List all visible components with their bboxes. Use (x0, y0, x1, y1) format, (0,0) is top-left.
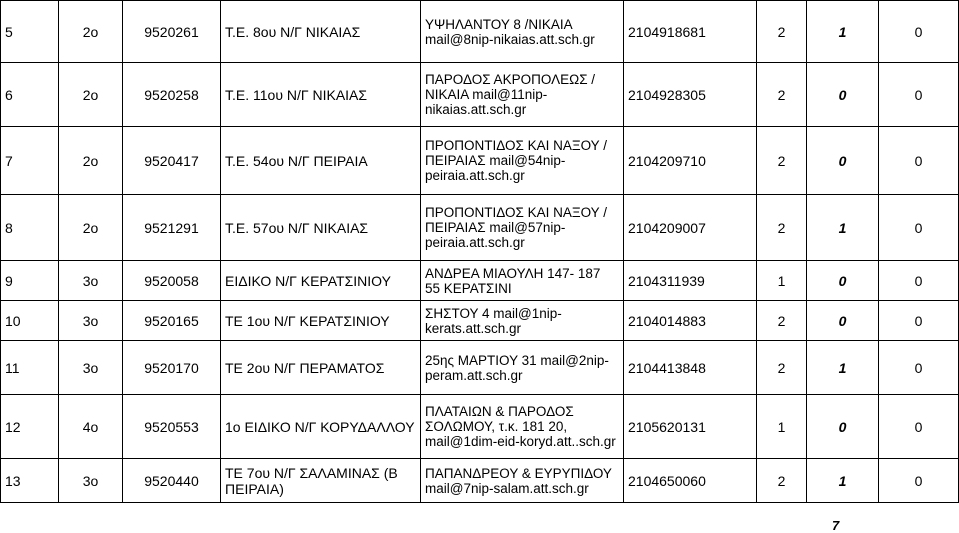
count-b: 0 (807, 261, 879, 301)
count-c: 0 (879, 195, 959, 261)
row-number: 5 (1, 1, 59, 63)
count-c: 0 (879, 341, 959, 395)
school-address: ΠΡΟΠΟΝΤΙΔΟΣ ΚΑΙ ΝΑΞΟΥ / ΠΕΙΡΑΙΑΣ mail@54nip-peiraia.att.sch.gr (421, 127, 624, 195)
grade-level: 2ο (59, 195, 123, 261)
count-b: 0 (807, 63, 879, 127)
count-b: 1 (807, 459, 879, 503)
count-a: 2 (757, 301, 807, 341)
school-code: 9520170 (123, 341, 221, 395)
row-number: 8 (1, 195, 59, 261)
phone-number: 2104014883 (624, 301, 757, 341)
phone-number: 2104918681 (624, 1, 757, 63)
table-row (1, 195, 959, 261)
school-code: 9520258 (123, 63, 221, 127)
count-a: 2 (757, 195, 807, 261)
count-a: 1 (757, 261, 807, 301)
school-code: 9520261 (123, 1, 221, 63)
phone-number: 2104650060 (624, 459, 757, 503)
school-address: ΠΡΟΠΟΝΤΙΔΟΣ ΚΑΙ ΝΑΞΟΥ / ΠΕΙΡΑΙΑΣ mail@57nip-peiraia.att.sch.gr (421, 195, 624, 261)
count-c: 0 (879, 459, 959, 503)
grade-level: 2ο (59, 63, 123, 127)
grade-level: 3ο (59, 459, 123, 503)
row-number: 13 (1, 459, 59, 503)
school-address: ΑΝΔΡΕΑ ΜΙΑΟΥΛΗ 147- 187 55 ΚΕΡΑΤΣΙΝΙ (421, 261, 624, 301)
grade-level: 2ο (59, 127, 123, 195)
school-address: ΣΗΣΤΟΥ 4 mail@1nip-kerats.att.sch.gr (421, 301, 624, 341)
page-number: 7 (832, 518, 840, 533)
count-b: 1 (807, 1, 879, 63)
school-code: 9520058 (123, 261, 221, 301)
grade-level: 4ο (59, 395, 123, 459)
school-address: ΥΨΗΛΑΝΤΟΥ 8 /ΝΙΚΑΙΑ mail@8nip-nikaias.att.sch.gr (421, 1, 624, 63)
phone-number: 2104209710 (624, 127, 757, 195)
table-row (1, 459, 959, 503)
school-name: ΤΕ 2ου Ν/Γ ΠΕΡΑΜΑΤΟΣ (221, 341, 421, 395)
row-number: 6 (1, 63, 59, 127)
row-number: 9 (1, 261, 59, 301)
school-code: 9520440 (123, 459, 221, 503)
row-number: 7 (1, 127, 59, 195)
count-b: 0 (807, 127, 879, 195)
count-c: 0 (879, 301, 959, 341)
count-a: 1 (757, 395, 807, 459)
school-name: Τ.Ε. 57ου Ν/Γ ΝΙΚΑΙΑΣ (221, 195, 421, 261)
count-c: 0 (879, 1, 959, 63)
school-name: Τ.Ε. 54ου Ν/Γ ΠΕΙΡΑΙΑ (221, 127, 421, 195)
school-name: ΤΕ 1ου Ν/Γ ΚΕΡΑΤΣΙΝΙΟΥ (221, 301, 421, 341)
school-name: Τ.Ε. 8ου Ν/Γ ΝΙΚΑΙΑΣ (221, 1, 421, 63)
table-row (1, 301, 959, 341)
school-code: 9521291 (123, 195, 221, 261)
grade-level: 3ο (59, 301, 123, 341)
school-address: 25ης ΜΑΡΤΙΟΥ 31 mail@2nip-peram.att.sch.gr (421, 341, 624, 395)
count-b: 0 (807, 301, 879, 341)
count-b: 1 (807, 195, 879, 261)
table-row (1, 261, 959, 301)
row-number: 11 (1, 341, 59, 395)
count-c: 0 (879, 261, 959, 301)
school-name: ΕΙΔΙΚΟ Ν/Γ ΚΕΡΑΤΣΙΝΙΟΥ (221, 261, 421, 301)
count-c: 0 (879, 127, 959, 195)
count-c: 0 (879, 63, 959, 127)
count-a: 2 (757, 341, 807, 395)
school-name: 1ο ΕΙΔΙΚΟ Ν/Γ ΚΟΡΥΔΑΛΛΟΥ (221, 395, 421, 459)
count-a: 2 (757, 459, 807, 503)
count-b: 1 (807, 341, 879, 395)
school-code: 9520165 (123, 301, 221, 341)
school-code: 9520417 (123, 127, 221, 195)
school-address: ΠΑΡΟΔΟΣ ΑΚΡΟΠΟΛΕΩΣ / ΝΙΚΑΙΑ mail@11nip-nikaias.att.sch.gr (421, 63, 624, 127)
phone-number: 2104311939 (624, 261, 757, 301)
phone-number: 2105620131 (624, 395, 757, 459)
school-name: Τ.Ε. 11ου Ν/Γ ΝΙΚΑΙΑΣ (221, 63, 421, 127)
table-row (1, 127, 959, 195)
count-a: 2 (757, 63, 807, 127)
phone-number: 2104928305 (624, 63, 757, 127)
phone-number: 2104413848 (624, 341, 757, 395)
school-name: ΤΕ 7ου Ν/Γ ΣΑΛΑΜΙΝΑΣ (Β ΠΕΙΡΑΙΑ) (221, 459, 421, 503)
grade-level: 3ο (59, 261, 123, 301)
count-a: 2 (757, 127, 807, 195)
grade-level: 2ο (59, 1, 123, 63)
grade-level: 3ο (59, 341, 123, 395)
phone-number: 2104209007 (624, 195, 757, 261)
school-address: ΠΑΠΑΝΔΡΕΟΥ & ΕΥΡΥΠΙΔΟΥ mail@7nip-salam.att.sch.gr (421, 459, 624, 503)
row-number: 10 (1, 301, 59, 341)
count-b: 0 (807, 395, 879, 459)
table-row (1, 1, 959, 63)
row-number: 12 (1, 395, 59, 459)
school-code: 9520553 (123, 395, 221, 459)
school-address: ΠΛΑΤΑΙΩΝ & ΠΑΡΟΔΟΣ ΣΟΛΩΜΟΥ, τ.κ. 181 20, mail@1dim-eid-koryd.att..sch.gr (421, 395, 624, 459)
table-row (1, 63, 959, 127)
table-row (1, 341, 959, 395)
count-c: 0 (879, 395, 959, 459)
table-row (1, 395, 959, 459)
count-a: 2 (757, 1, 807, 63)
